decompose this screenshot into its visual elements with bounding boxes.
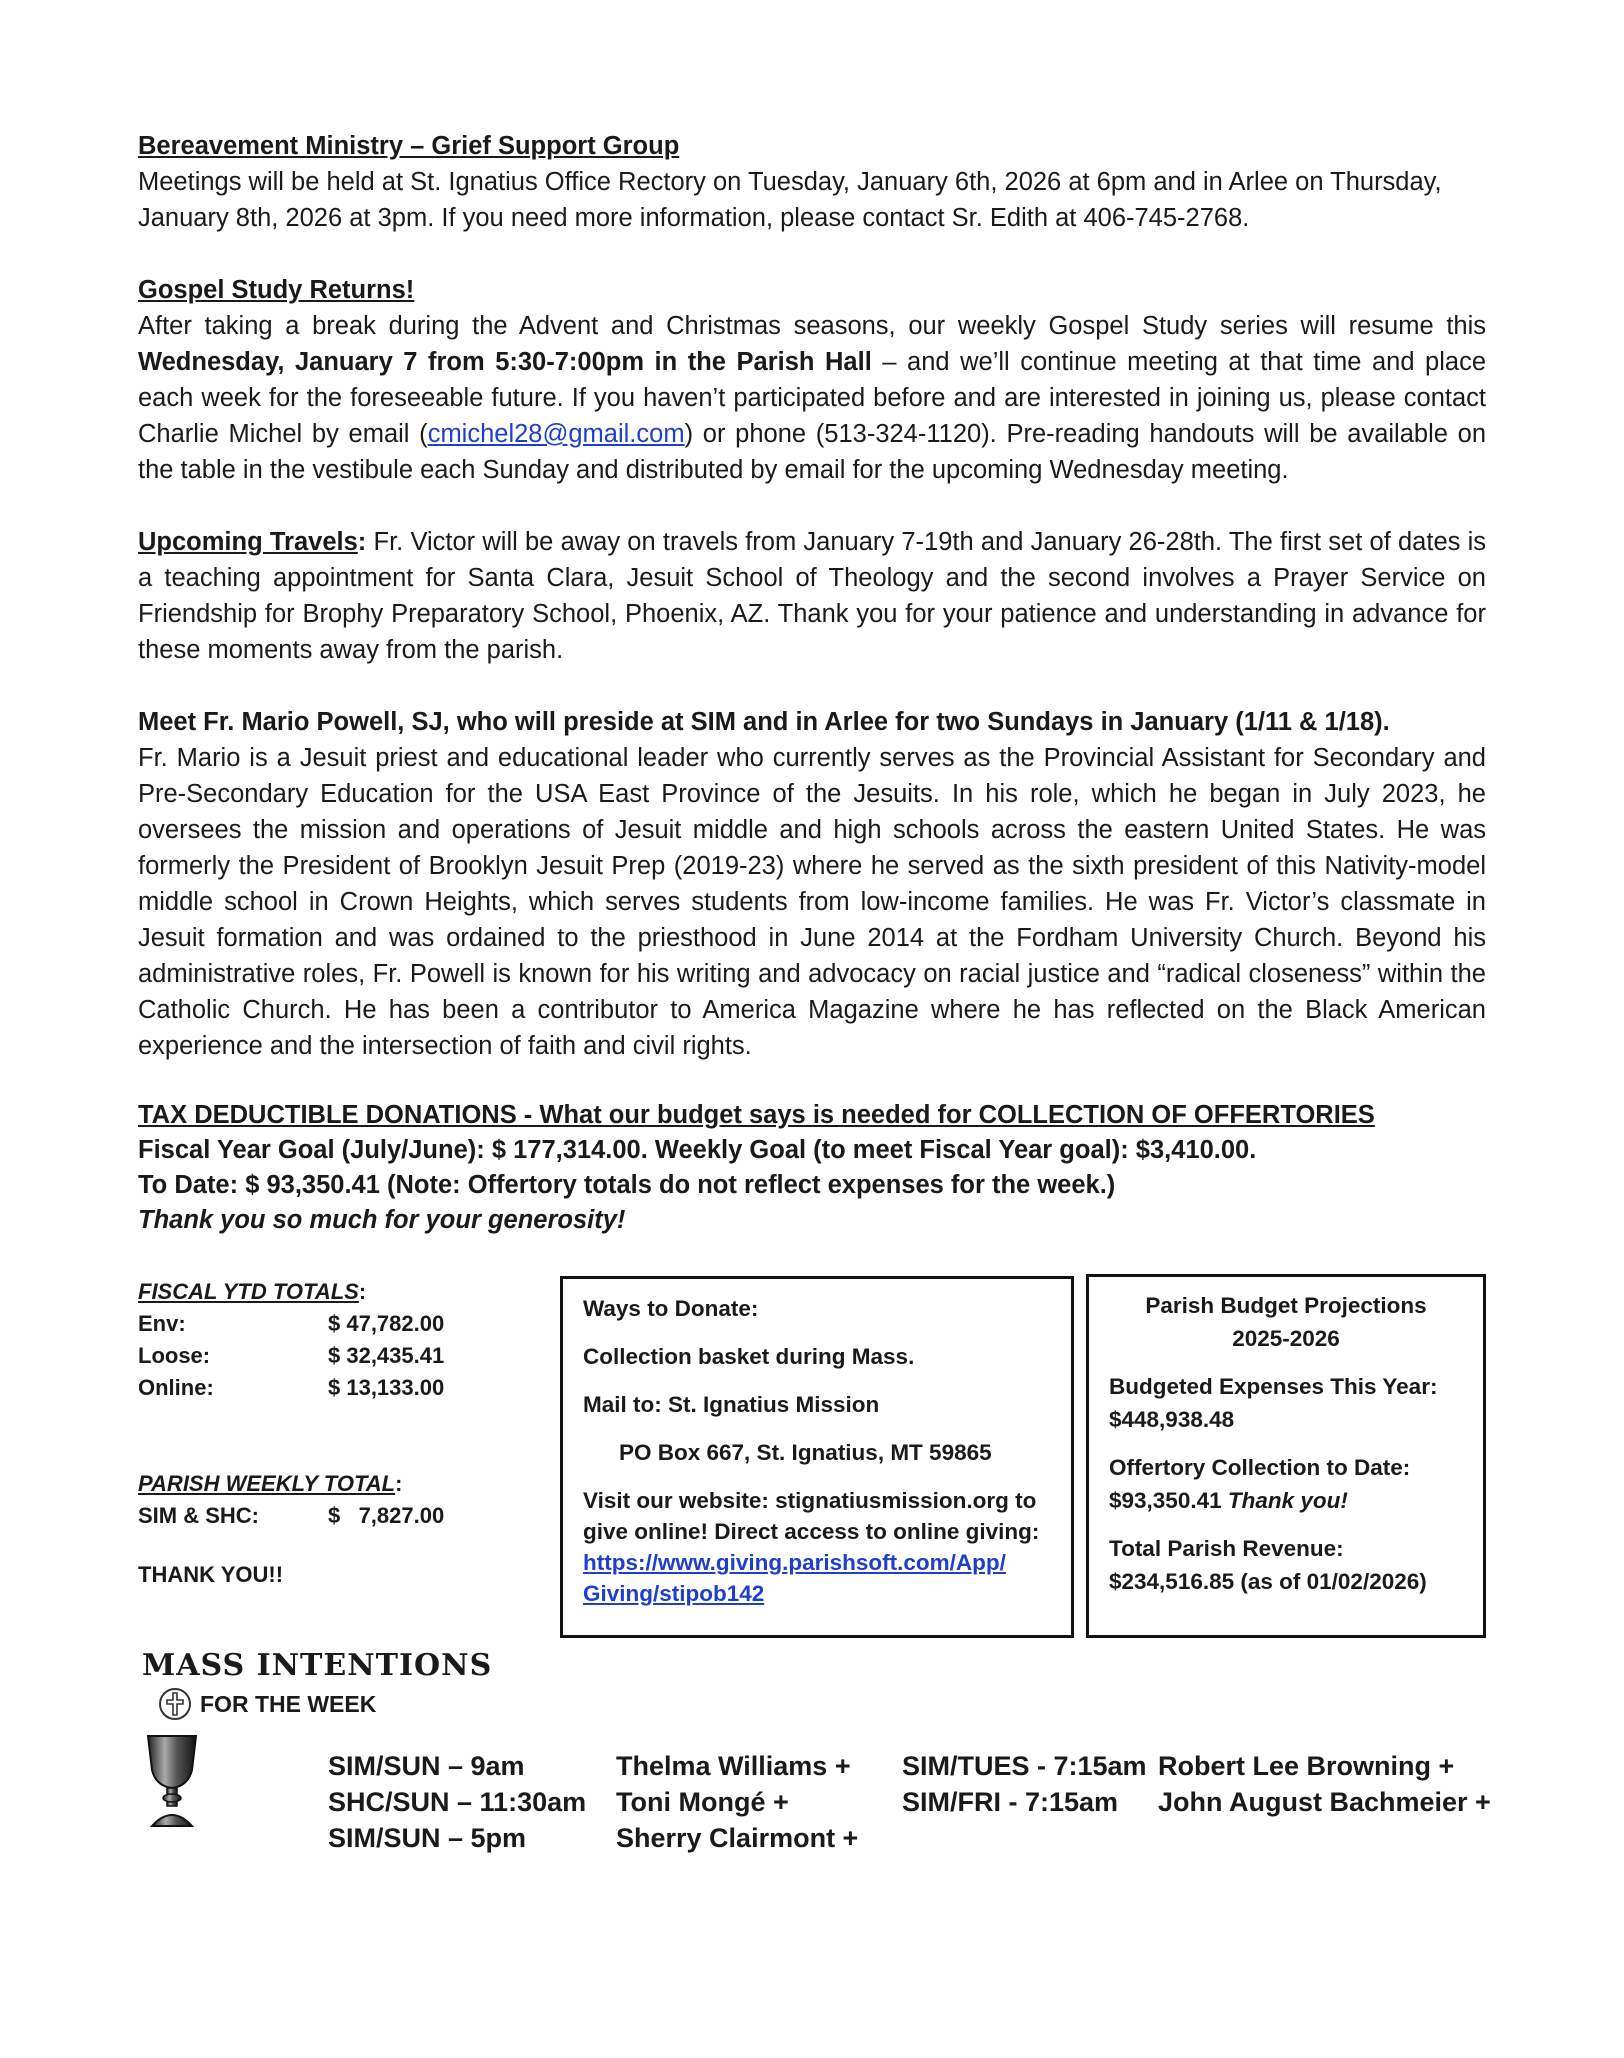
mass-names-col4 [1158, 1748, 1491, 1820]
donate-url-line2[interactable]: Giving/stipob142 [583, 1581, 765, 1606]
mass-intention-name: Toni Mongé + [616, 1787, 789, 1817]
travels-section [138, 524, 1486, 668]
mass-times-col3 [902, 1748, 1147, 1820]
fiscal-value: $ 47,782.00 [328, 1311, 445, 1336]
budget-offertory-thanks: Thank you! [1227, 1488, 1348, 1513]
mass-time: SIM/SUN – 5pm [328, 1823, 527, 1853]
donate-website: Visit our website: stignatiusmission.org to give online! Direct access to online giving: [583, 1488, 1040, 1544]
donate-title: Ways to Donate: [583, 1296, 759, 1321]
weekly-heading-colon: : [395, 1471, 403, 1496]
budget-title: Parish Budget Projections [1145, 1293, 1427, 1318]
chalice-icon [142, 1732, 202, 1832]
budget-revenue-value: $234,516.85 (as of 01/02/2026) [1109, 1569, 1427, 1594]
mass-intentions-title [142, 1648, 492, 1721]
gospel-bold-time: Wednesday, January 7 from 5:30-7:00pm in the Parish Hall [138, 348, 872, 376]
ways-to-donate-box [560, 1276, 1074, 1638]
mass-intention-name: Thelma Williams + [616, 1751, 851, 1781]
mass-intention-name: Robert Lee Browning + [1158, 1751, 1455, 1781]
mario-heading: Meet Fr. Mario Powell, SJ, who will preside at SIM and in Arlee for two Sundays in January (1/11 & 1/18). [138, 708, 1390, 736]
fiscal-thank-you: THANK YOU!! [138, 1562, 284, 1587]
donate-basket: Collection basket during Mass. [583, 1344, 915, 1369]
budget-offertory-row [1109, 1484, 1463, 1517]
fiscal-label: Loose: [138, 1343, 211, 1368]
mass-time: SIM/FRI - 7:15am [902, 1787, 1119, 1817]
travels-body [138, 524, 1486, 668]
fiscal-heading-colon: : [358, 1279, 367, 1304]
gospel-body [138, 308, 1486, 488]
weekly-row [138, 1500, 498, 1532]
mass-names-col2 [616, 1748, 858, 1856]
gospel-email-link[interactable]: cmichel28@gmail.com [427, 420, 685, 448]
donate-address: PO Box 667, St. Ignatius, MT 59865 [619, 1440, 992, 1465]
fiscal-value: $ 32,435.41 [328, 1343, 445, 1368]
tax-goal: Fiscal Year Goal (July/June): $ 177,314.00. Weekly Goal (to meet Fiscal Year goal): $3,410.00. [138, 1136, 1257, 1164]
tax-to-date: To Date: $ 93,350.41 (Note: Offertory totals do not reflect expenses for the week.) [138, 1171, 1116, 1199]
gospel-intro: After taking a break during the Advent and Christmas seasons, our weekly Gospel Study series will resume this [138, 312, 1486, 340]
cross-icon [158, 1687, 192, 1721]
gospel-rest: ) or phone (513-324-1120). Pre-reading handouts will be available on the table in the vestibule each Sunday and distributed by email for the upcoming Wednesday meeting. [138, 420, 1486, 484]
fiscal-value: $ 13,133.00 [328, 1375, 445, 1400]
mass-intention-name: Sherry Clairmont + [616, 1823, 859, 1853]
fiscal-label: Env: [138, 1311, 186, 1336]
tax-thanks: Thank you so much for your generosity! [138, 1206, 626, 1234]
mass-times-col1 [328, 1748, 586, 1856]
fiscal-heading: FISCAL YTD TOTALS [138, 1279, 359, 1304]
bereavement-body: Meetings will be held at St. Ignatius Office Rectory on Tuesday, January 6th, 2026 at 6pm and in Arlee on Thursday, January 8th, 2026 at 3pm. If you need more information, please contact Sr. Edith at 406-745-2768. [138, 168, 1442, 232]
bereavement-heading: Bereavement Ministry – Grief Support Group [138, 132, 680, 160]
mass-time: SIM/TUES - 7:15am [902, 1751, 1147, 1781]
mass-title-text: MASS INTENTIONS [142, 1648, 493, 1683]
tax-section [138, 1098, 1486, 1238]
gospel-heading: Gospel Study Returns! [138, 276, 415, 304]
weekly-heading-row [138, 1468, 498, 1500]
mario-section [138, 704, 1486, 1064]
fiscal-totals [138, 1276, 498, 1588]
donate-mail: Mail to: St. Ignatius Mission [583, 1392, 880, 1417]
donate-url-link[interactable] [583, 1547, 1051, 1609]
travels-text: Fr. Victor will be away on travels from January 7-19th and January 26-28th. The first set of dates is a teaching appointment for Santa Clara, Jesuit School of Theology and the second involves a Prayer Service on Friendship for Brophy Preparatory School, Phoenix, AZ. Thank you for your patience and understanding in advance for these moments away from the parish. [138, 528, 1486, 664]
tax-heading: TAX DEDUCTIBLE DONATIONS - What our budget says is needed for COLLECTION OF OFFERTORIES [138, 1101, 1375, 1129]
budget-expenses-label: Budgeted Expenses This Year: [1109, 1374, 1438, 1399]
budget-expenses-value: $448,938.48 [1109, 1407, 1235, 1432]
mario-body: Fr. Mario is a Jesuit priest and educational leader who currently serves as the Provincial Assistant for Secondary and Pre-Secondary Education for the USA East Province of the Jesuits. In his role, which he began in July 2023, he oversees the mission and operations of Jesuit middle and high schools across the eastern United States. He was formerly the President of Brooklyn Jesuit Prep (2019-23) where he served as the sixth president of this Nativity-model middle school in Crown Heights, which serves students from low-income families. He was Fr. Victor’s classmate in Jesuit formation and was ordained to the priesthood in June 2014 at the Fordham University Church. Beyond his administrative roles, Fr. Powell is known for his writing and advocacy on racial justice and “radical closeness” within the Catholic Church. He has been a contributor to America Magazine where he has reflected on the Black American experience and the intersection of faith and civil rights. [138, 744, 1486, 1060]
mass-subtitle-row [158, 1687, 492, 1721]
fiscal-row [138, 1372, 498, 1404]
mass-time: SIM/SUN – 9am [328, 1751, 525, 1781]
donate-url-line1[interactable]: https://www.giving.parishsoft.com/App/ [583, 1550, 1006, 1575]
budget-projections-box [1086, 1274, 1486, 1638]
budget-offertory-label: Offertory Collection to Date: [1109, 1455, 1411, 1480]
fiscal-row [138, 1308, 498, 1340]
mass-time: SHC/SUN – 11:30am [328, 1787, 587, 1817]
gospel-mid: – and we’ll continue meeting at that time and place each week for the foreseeable future. If you haven’t participated before and are interested in joining us, please contact Charlie Michel by email ( [138, 348, 1487, 448]
fiscal-label: Online: [138, 1375, 214, 1400]
budget-revenue-label: Total Parish Revenue: [1109, 1536, 1344, 1561]
weekly-value: $ 7,827.00 [328, 1503, 445, 1528]
gospel-section [138, 272, 1486, 488]
fiscal-heading-row [138, 1276, 498, 1308]
budget-year: 2025-2026 [1232, 1326, 1340, 1351]
bereavement-section [138, 128, 1486, 236]
travels-heading: Upcoming Travels [138, 528, 358, 556]
weekly-heading: PARISH WEEKLY TOTAL [138, 1471, 396, 1496]
travels-colon: : [357, 528, 367, 556]
fiscal-row [138, 1340, 498, 1372]
mass-intention-name: John August Bachmeier + [1158, 1787, 1491, 1817]
budget-offertory-value: $93,350.41 [1109, 1488, 1222, 1513]
mass-subtitle: FOR THE WEEK [200, 1690, 377, 1717]
weekly-label: SIM & SHC: [138, 1503, 259, 1528]
